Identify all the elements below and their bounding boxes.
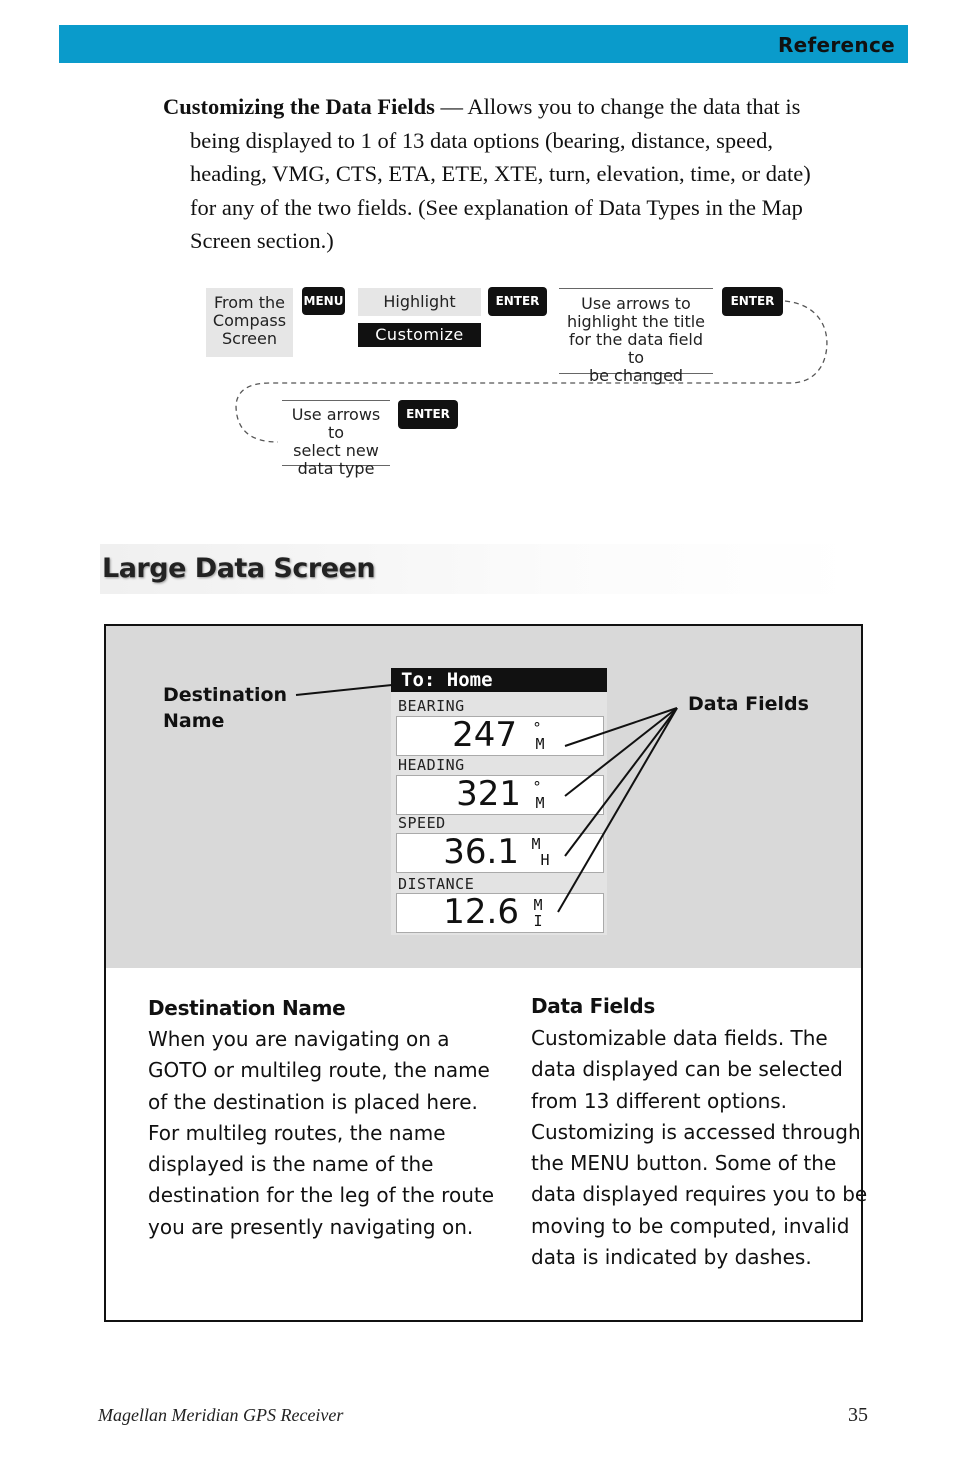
field-unit-top-bearing: ° xyxy=(532,719,542,737)
flow-start-line: Screen xyxy=(221,329,277,348)
field-unit-bottom-heading: M xyxy=(535,794,545,812)
text-line: When you are navigating on a xyxy=(148,1027,450,1051)
footer-book-title: Magellan Meridian GPS Receiver xyxy=(98,1405,344,1425)
field-unit-bottom-bearing: M xyxy=(535,735,545,753)
text-line: data displayed can be selected xyxy=(531,1057,843,1082)
text-line: destination for the leg of the route xyxy=(148,1183,495,1208)
field-unit-top-heading: ° xyxy=(532,778,542,796)
intro-line-text: — Allows you to change the data that is xyxy=(434,94,801,119)
intro-line-2: being displayed to 1 of 13 data options (bearing, distance, speed, xyxy=(190,128,773,153)
intro-line-3: heading, VMG, CTS, ETA, ETE, XTE, turn, elevation, time, or date) xyxy=(190,161,811,186)
text-line: For multileg routes, the name xyxy=(148,1120,446,1145)
field-value-heading: 321 xyxy=(456,774,521,814)
flow-step3-line: be changed xyxy=(588,366,684,385)
text-line: data is indicated by dashes. xyxy=(531,1245,812,1270)
text-line: data displayed requires you to be xyxy=(531,1182,868,1207)
field-value-distance: 12.6 xyxy=(443,892,519,932)
field-unit-top-distance: M xyxy=(533,896,543,914)
field-label-bearing: BEARING xyxy=(398,697,465,715)
text-line: the MENU button. Some of the xyxy=(531,1151,837,1176)
intro-line-4: for any of the two fields. (See explanation of Data Types in the Map xyxy=(190,195,803,220)
flow-highlight-box: Highlight xyxy=(358,288,481,316)
flow-step4-line: select new xyxy=(293,441,379,460)
field-label-distance: DISTANCE xyxy=(398,875,475,893)
screen-title-bar: To: Home xyxy=(391,668,607,692)
field-value-speed: 36.1 xyxy=(443,832,519,872)
flow-start-line: Compass xyxy=(212,311,287,330)
flow-start-line: From the xyxy=(214,293,285,312)
enter-key-2: ENTER xyxy=(722,287,783,316)
menu-key: MENU xyxy=(302,287,345,315)
section-heading xyxy=(100,544,856,594)
callout-data-fields: Data Fields xyxy=(688,693,809,715)
field-unit-bottom-speed: H xyxy=(540,851,550,869)
text-line: GOTO or multileg route, the name xyxy=(148,1058,490,1083)
callout-leader-lines xyxy=(106,626,861,968)
text-line: moving to be computed, invalid xyxy=(531,1213,850,1238)
field-label-speed: SPEED xyxy=(398,814,446,832)
text-line: from 13 different options. xyxy=(531,1088,788,1113)
section-label: Reference xyxy=(777,33,895,57)
enter-key-1: ENTER xyxy=(488,287,547,316)
field-label-heading: HEADING xyxy=(398,756,465,774)
flow-connector-lines xyxy=(0,0,954,520)
flow-customize-bar: Customize xyxy=(358,323,481,347)
enter-key-3: ENTER xyxy=(398,400,458,429)
page-number: 35 xyxy=(848,1404,868,1426)
flow-step4-line: Use arrows to xyxy=(291,405,381,442)
text-line: displayed is the name of the xyxy=(148,1152,434,1177)
flow-step4-box xyxy=(282,400,390,478)
section-heading-text: Large Data Screen xyxy=(102,553,376,584)
field-unit-bottom-distance: I xyxy=(533,912,543,930)
field-value-bearing: 247 xyxy=(452,715,517,755)
destination-name-text xyxy=(148,1024,494,1243)
flow-step3-line: for the data field to xyxy=(568,330,704,367)
flow-start-box xyxy=(206,288,293,357)
callout-line: Name xyxy=(163,710,225,732)
flow-step4-line: data type xyxy=(297,459,375,478)
text-line: you are presently navigating on. xyxy=(148,1214,474,1239)
figure-panel xyxy=(106,626,861,968)
destination-name-heading: Destination Name xyxy=(148,996,346,1020)
leader-destination-name xyxy=(296,685,392,695)
text-line: of the destination is placed here. xyxy=(148,1089,478,1114)
text-line: Customizing is accessed through xyxy=(531,1119,861,1144)
field-unit-top-speed: M xyxy=(531,835,541,853)
leader-field-distance xyxy=(558,708,677,912)
large-data-screen-frame xyxy=(104,624,868,1322)
flow-step3-box xyxy=(559,288,713,385)
intro-term: Customizing the Data Fields xyxy=(163,94,435,119)
flow-step3-line: Use arrows to xyxy=(581,294,691,313)
flow-step3-line: highlight the title xyxy=(566,312,706,331)
data-fields-heading: Data Fields xyxy=(531,994,655,1018)
callout-line: Destination xyxy=(163,684,288,706)
text-line: Customizable data fields. The xyxy=(531,1026,828,1050)
data-fields-text xyxy=(531,1023,867,1273)
leader-field-bearing xyxy=(565,708,677,746)
intro-line-5: Screen section.) xyxy=(190,228,334,253)
